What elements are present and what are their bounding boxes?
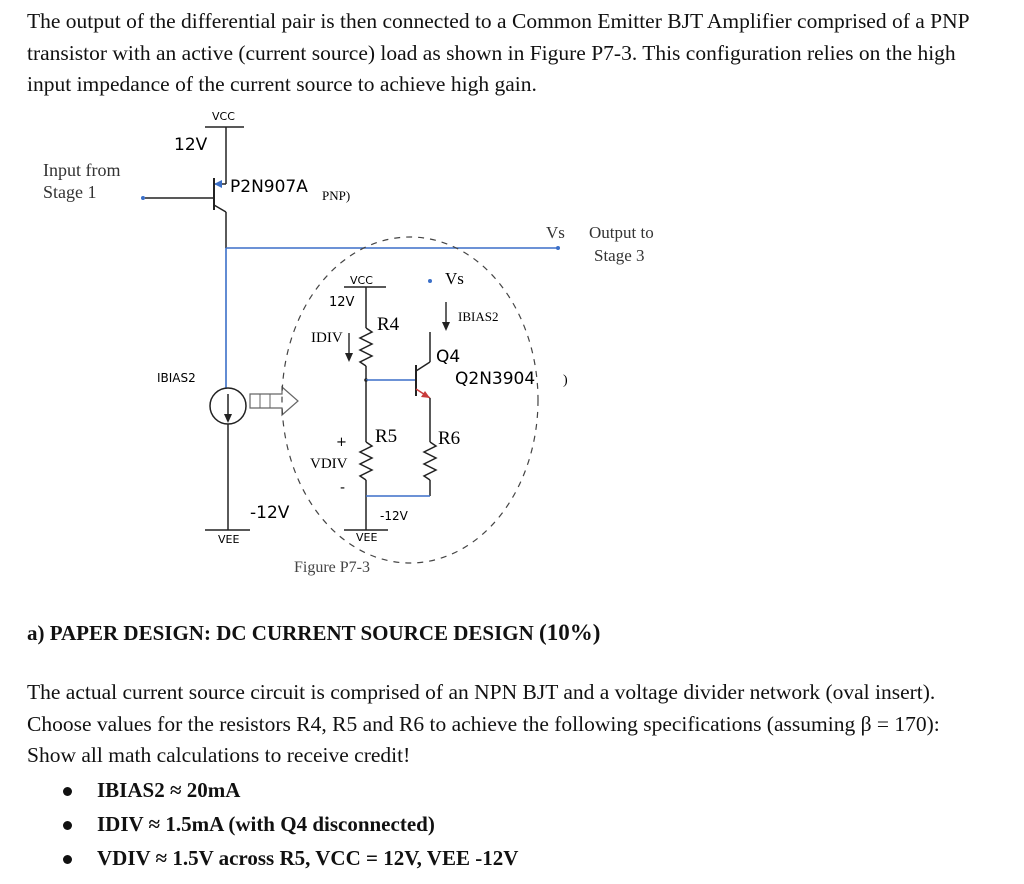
r5-resistor [360, 442, 372, 480]
ibias2-inner-label: IBIAS2 [458, 309, 499, 324]
current-source-arrow [224, 414, 232, 423]
spec-item: VDIV ≈ 1.5V across R5, VCC = 12V, VEE -12V [27, 843, 518, 877]
npn-part-label: Q2N3904 [455, 369, 536, 389]
bullet-icon [63, 821, 72, 830]
r6-label: R6 [438, 428, 461, 449]
section-weight: (10%) [539, 620, 601, 645]
r5-label: R5 [375, 426, 398, 447]
r4-label: R4 [377, 314, 400, 335]
npn-paren-label: ) [563, 373, 568, 388]
q4-label: Q4 [436, 347, 461, 367]
inner-12v-label: 12V [329, 295, 355, 310]
ibias2-inner-arrow [442, 322, 450, 331]
idiv-label: IDIV [311, 330, 343, 346]
section-heading-text: a) PAPER DESIGN: DC CURRENT SOURCE DESIGN [27, 621, 534, 645]
npn-collector-lead [416, 362, 430, 371]
pnp-type-label: PNP) [322, 188, 351, 203]
circuit-figure [0, 100, 720, 590]
output-label-line2: Stage 3 [594, 246, 645, 265]
vdiv-label: VDIV [310, 456, 348, 472]
vcc-top-label: VCC [212, 110, 235, 123]
spec-list [27, 775, 518, 877]
vee-right-label: VEE [356, 531, 378, 544]
input-label-line1: Input from [43, 160, 121, 180]
pnp-part-label: P2N907A [230, 177, 308, 197]
input-label-line2: Stage 1 [43, 182, 97, 202]
ibias2-source-label: IBIAS2 [157, 371, 196, 385]
section-heading [27, 620, 600, 646]
figure-caption: Figure P7-3 [294, 559, 370, 576]
bullet-icon [63, 855, 72, 864]
vs-inner-node [428, 279, 432, 283]
pnp-emitter-arrow [214, 180, 222, 188]
vs-inner-label: Vs [445, 269, 464, 288]
npn-emitter-arrow [421, 391, 430, 398]
vee-left-label: VEE [218, 533, 240, 546]
supply-12v-label: 12V [174, 135, 208, 155]
task-paragraph: The actual current source circuit is comprised of an NPN BJT and a voltage divider network (oval insert). Choose values for the resistors R4, R5 and R6 to achieve the following specifications (assuming β = 170): Show all math calculations to receive credit! [27, 680, 940, 767]
output-node [556, 246, 560, 250]
insert-arrow [250, 387, 298, 415]
idiv-arrow [345, 353, 353, 362]
input-node [141, 196, 145, 200]
vcc-inner-label: VCC [350, 274, 373, 287]
bullet-icon [63, 787, 72, 796]
r4-resistor [360, 328, 372, 366]
intro-paragraph: The output of the differential pair is then connected to a Common Emitter BJT Amplifier comprised of a PNP transistor with an active (current source) load as shown in Figure P7-3. This configuration relies on the high input impedance of the current source to achieve high gain. [27, 9, 969, 96]
vdiv-plus: + [336, 435, 347, 450]
neg12-right-label: -12V [380, 509, 408, 523]
neg12-left-label: -12V [250, 503, 290, 523]
pnp-collector-lead [214, 205, 226, 212]
oval-insert [282, 237, 538, 563]
r6-resistor [424, 442, 436, 480]
spec-item: IBIAS2 ≈ 20mA [27, 775, 518, 809]
vdiv-minus: - [340, 480, 346, 496]
vs-output-label: Vs [546, 223, 565, 242]
spec-item: IDIV ≈ 1.5mA (with Q4 disconnected) [27, 809, 518, 843]
output-label-line1: Output to [589, 223, 654, 242]
